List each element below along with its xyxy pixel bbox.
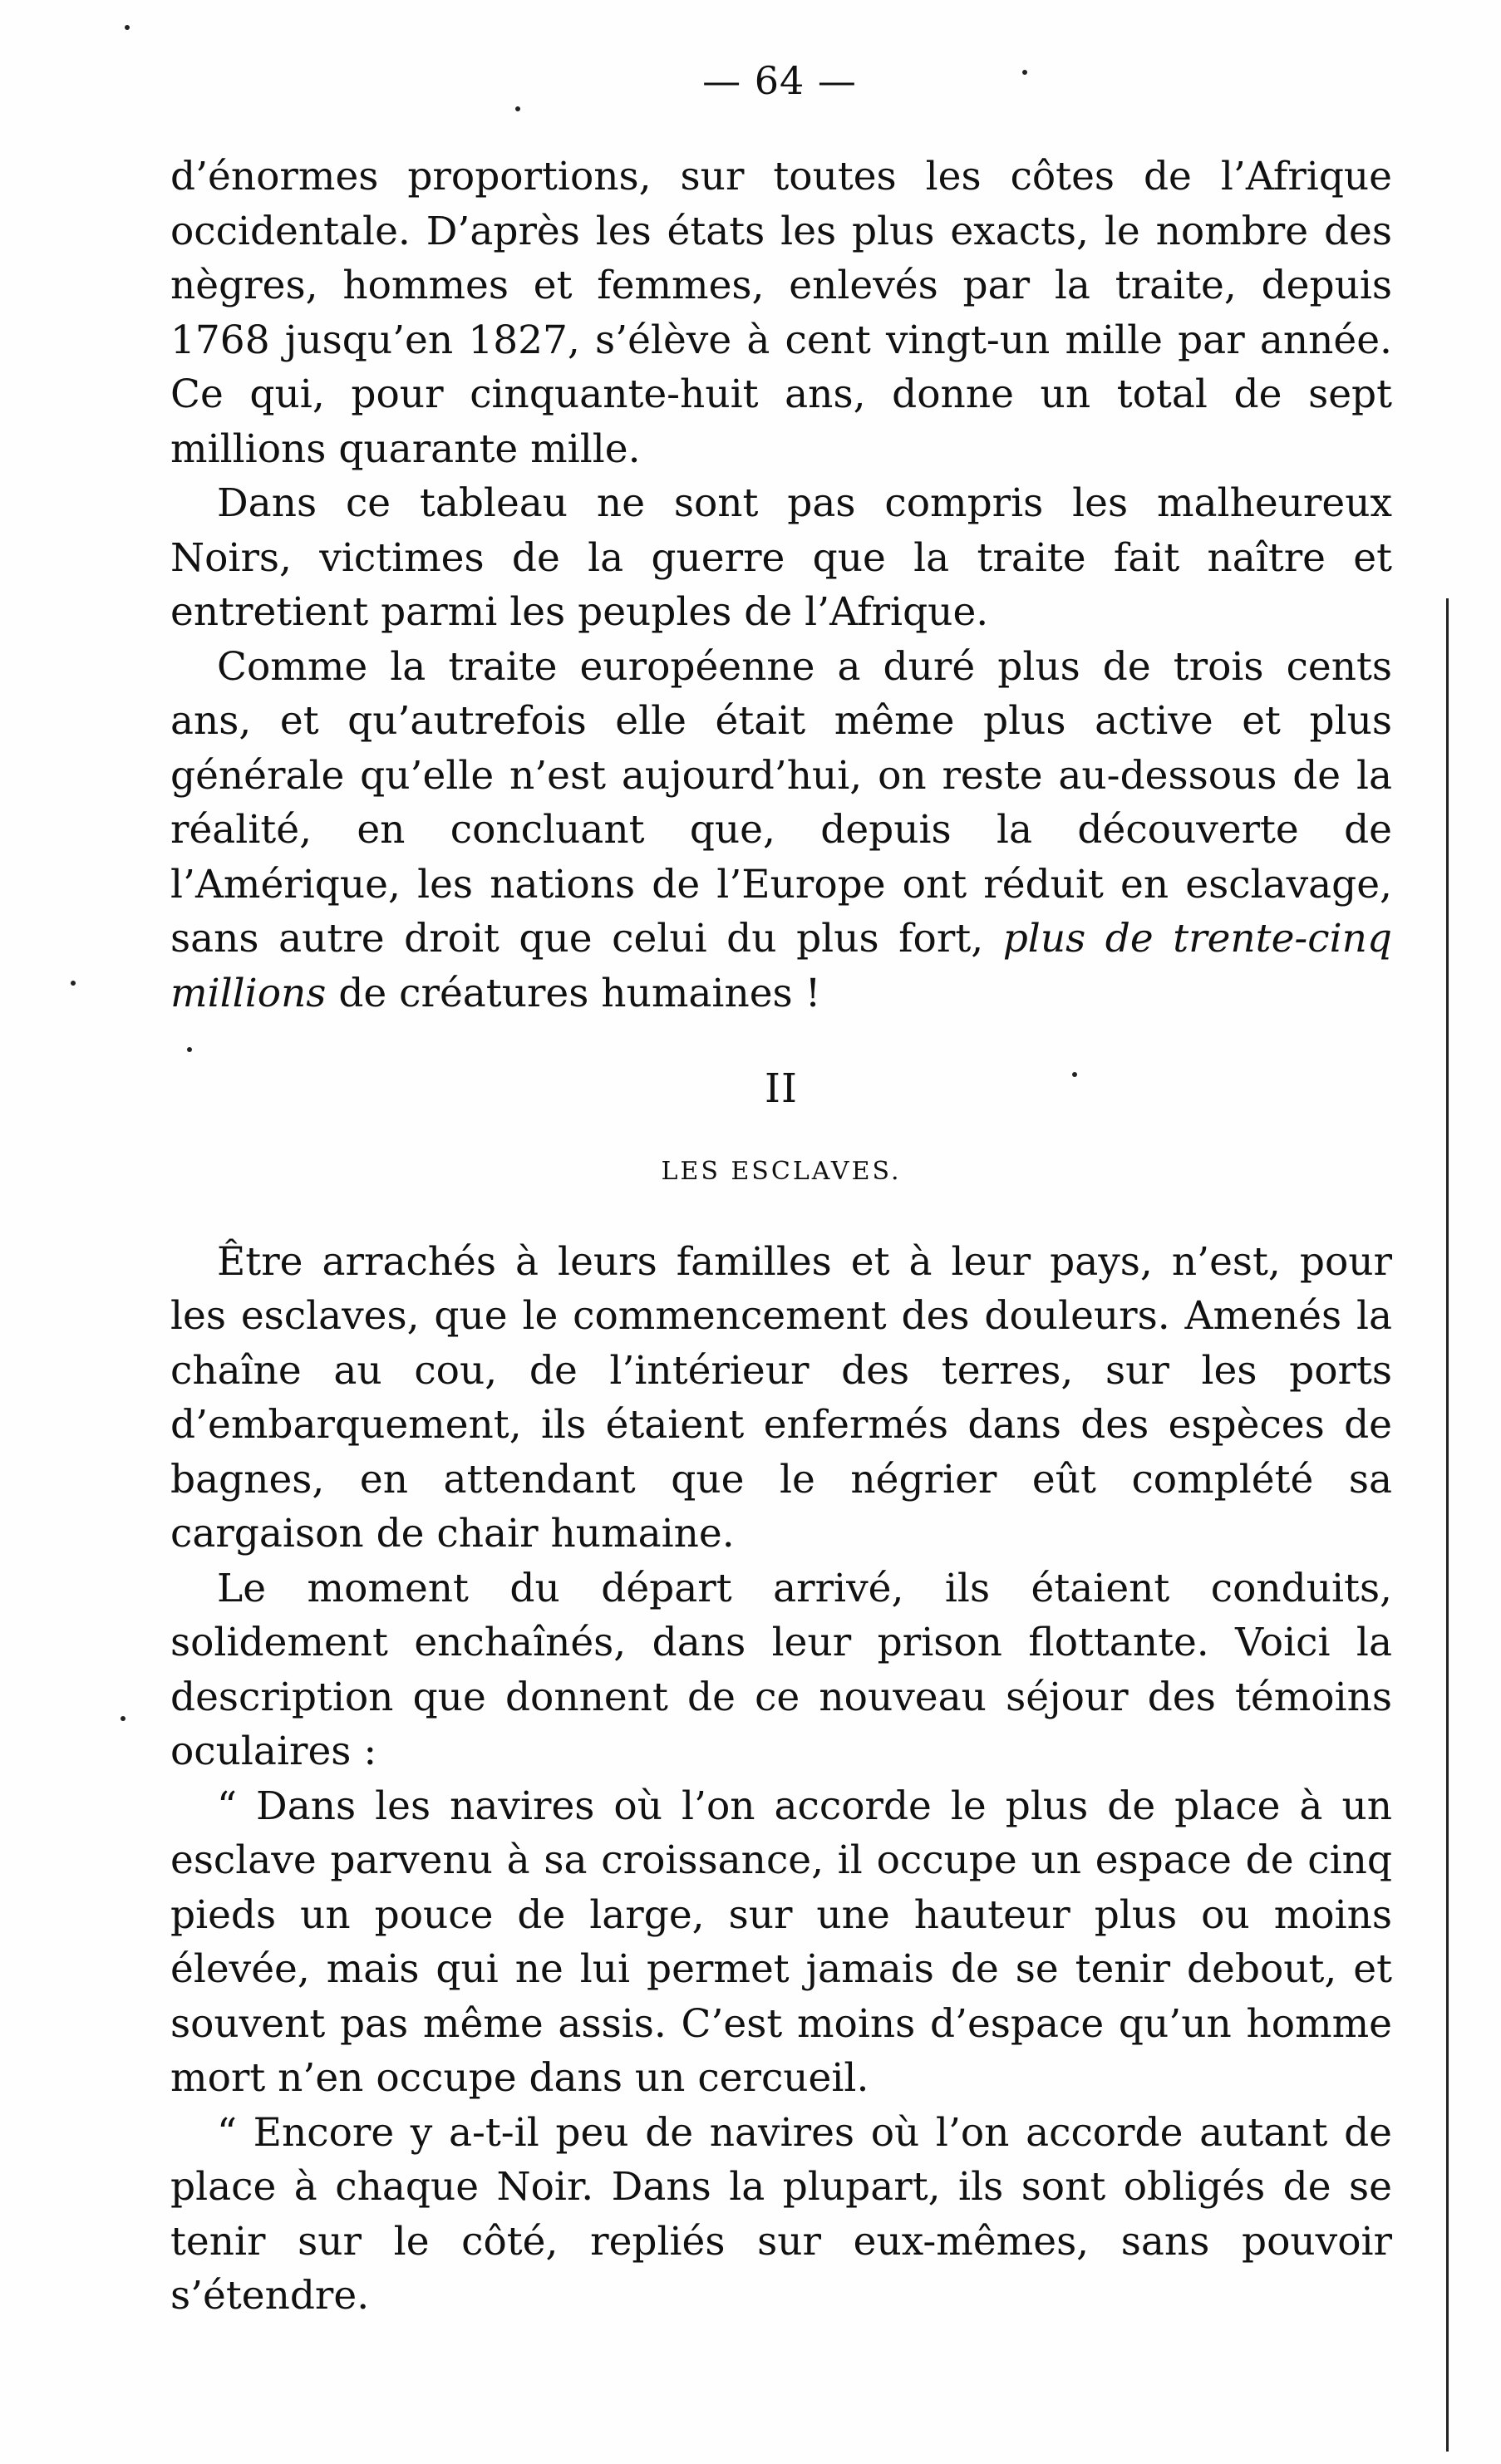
- print-speck: [1022, 70, 1027, 75]
- print-speck: [121, 1716, 125, 1721]
- print-speck: [71, 981, 76, 986]
- print-speck: [187, 1047, 192, 1052]
- print-speck: [125, 25, 130, 30]
- paragraph-3-italic-phrase: plus de trente-cinq millions: [170, 916, 1392, 1016]
- section-title: LES ESCLAVES.: [661, 1156, 902, 1186]
- paragraph-4: Être arrachés à leurs familles et à leur pays, n’est, pour les esclaves, que le commencement des douleurs. Amenés la chaîne au cou, de l’intérieur des terres, sur les ports d’embarquement, ils étaient enfermés dans des espèces de bagnes, en attendant que le négrier eût complété sa cargaison de chair humaine.: [170, 1238, 1392, 1557]
- paragraph-7-quote: “ Encore y a-t-il peu de navires où l’on accorde autant de place à chaque Noir. Dans la plupart, ils sont obligés de se tenir sur le côté, repliés sur eux-mêmes, sans pouvoir s’étendre.: [170, 2109, 1392, 2319]
- print-speck: [515, 106, 520, 111]
- paragraph-3: [170, 640, 1392, 1021]
- section-number: II: [765, 1065, 798, 1112]
- body-text: [170, 150, 1392, 2324]
- paragraph-3-text-before: Comme la traite européenne a duré plus de trois cents ans, et qu’autrefois elle était même plus active et plus générale qu’elle n’est aujourd’hui, on reste au-dessous de la réalité, en concluant que, depuis la découverte de l’Amérique, les nations de l’Europe ont réduit en esclavage, sans autre droit que celui du plus fort,: [170, 643, 1392, 962]
- paragraph-3-text-after: de créatures humaines !: [338, 970, 821, 1016]
- paragraph-1: d’énormes proportions, sur toutes les côtes de l’Afrique occidentale. D’après les états les plus exacts, le nombre des nègres, hommes et femmes, enlevés par la traite, depuis 1768 jusqu’en 1827, s’élève à cent vingt-un mille par année. Ce qui, pour cinquante-huit ans, donne un total de sept millions quarante mille.: [170, 154, 1392, 472]
- print-speck: [1072, 1072, 1077, 1077]
- paragraph-6-quote: “ Dans les navires où l’on accorde le plus de place à un esclave parvenu à sa croissance, il occupe un espace de cinq pieds un pouce de large, sur une hauteur plus ou moins élevée, mais qui ne lui permet jamais de se tenir debout, et souvent pas même assis. C’est moins d’espace qu’un homme mort n’en occupe dans un cercueil.: [170, 1783, 1392, 2101]
- paragraph-2: Dans ce tableau ne sont pas compris les malheureux Noirs, victimes de la guerre que la traite fait naître et entretient parmi les peuples de l’Afrique.: [170, 480, 1392, 635]
- page-number: — 64 —: [702, 58, 857, 103]
- page-edge-line: [1446, 598, 1449, 2452]
- paragraph-5: Le moment du départ arrivé, ils étaient conduits, solidement enchaînés, dans leur prison flottante. Voici la description que donnent de ce nouveau séjour des témoins oculaires :: [170, 1565, 1392, 1774]
